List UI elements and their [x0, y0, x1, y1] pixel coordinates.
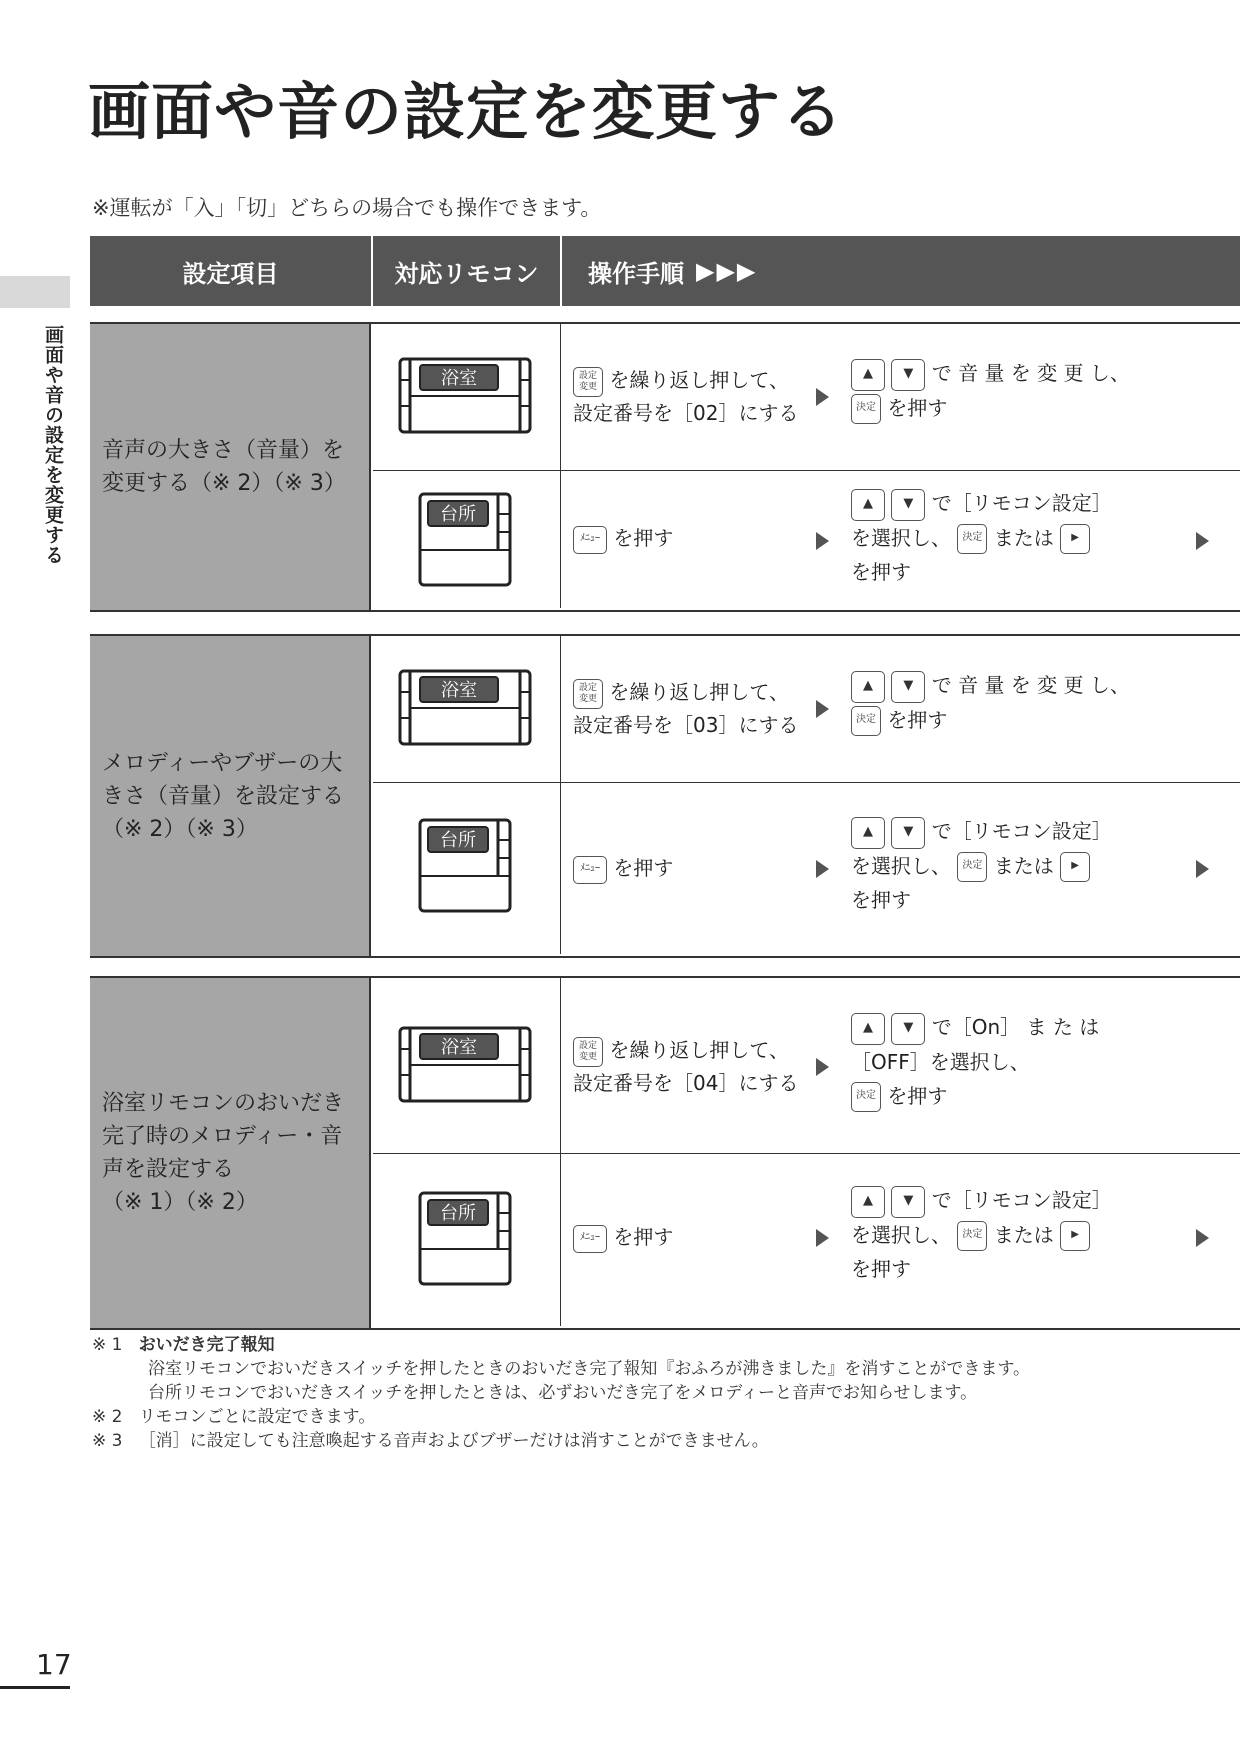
- kettei-button-icon: 決定: [957, 852, 987, 882]
- operation-note: ※運転が「入」「切」どちらの場合でも操作できます。: [92, 196, 602, 220]
- kitchen-row: [373, 1153, 1240, 1326]
- bath-row: [373, 978, 1240, 1154]
- menu-button-icon: ﾒﾆｭｰ: [573, 1225, 607, 1253]
- bath-row: [373, 324, 1240, 471]
- step-arrow: [816, 700, 829, 718]
- page-number: 17: [36, 1648, 72, 1681]
- menu-button-icon: ﾒﾆｭｰ: [573, 856, 607, 884]
- bath-remocon-label: 浴室: [441, 368, 477, 389]
- bath-remocon-icon: [373, 636, 560, 782]
- footnote-text: ［消］に設定しても注意喚起する音声およびブザーだけは消すことができません。: [138, 1431, 769, 1451]
- step-a: 設定 変更 を繰り返し押して、 設定番号を［03］にする: [573, 680, 799, 737]
- kettei-button-icon: 決定: [851, 394, 881, 424]
- bath-remocon-label: 浴室: [441, 680, 477, 701]
- bath-remocon-cell: [373, 636, 561, 782]
- header-setting-item: 設定項目: [90, 236, 373, 306]
- side-section-label: 画面や音の設定を変更する: [42, 325, 64, 565]
- step-b: ▲ ▼ で［リモコン設定］ を選択し、 決定 または ▶ を押す: [851, 486, 1141, 589]
- down-button-icon: ▼: [891, 1186, 925, 1218]
- down-button-icon: ▼: [891, 671, 925, 703]
- kettei-button-icon: 決定: [851, 1082, 881, 1112]
- footnote-text: リモコンごとに設定できます。: [138, 1407, 376, 1427]
- kettei-button-icon: 決定: [851, 706, 881, 736]
- up-button-icon: ▲: [851, 359, 885, 391]
- page-title: 画面や音の設定を変更する: [88, 75, 845, 148]
- footnote-mark: ※ 3: [92, 1431, 123, 1451]
- page-number-underline: [0, 1686, 70, 1689]
- setting-item-label: 音声の大きさ（音量）を 変更する（※ 2）（※ 3）: [90, 324, 371, 610]
- step-arrow: [816, 1229, 829, 1247]
- bath-row: [373, 636, 1240, 783]
- setting-block-oidaki-complete: [90, 976, 1240, 1330]
- step-a: ﾒﾆｭｰ を押す: [573, 852, 813, 885]
- footnote-text: 台所リモコンでおいだきスイッチを押したときは、必ずおいだき完了をメロディーと音声でお知らせします。: [148, 1383, 978, 1403]
- bath-remocon-icon: [373, 978, 560, 1153]
- settei-henkou-button-icon: 設定 変更: [573, 367, 603, 397]
- up-button-icon: ▲: [851, 817, 885, 849]
- setting-item-label: メロディーやブザーの大 きさ（音量）を設定する （※ 2）（※ 3）: [90, 636, 371, 956]
- up-button-icon: ▲: [851, 489, 885, 521]
- step-b: ▲ ▼ で［リモコン設定］ を選択し、 決定 または ▶ を押す: [851, 814, 1141, 917]
- step-arrow: [816, 860, 829, 878]
- bath-remocon-cell: [373, 324, 561, 470]
- kitchen-remocon-label: 台所: [440, 1203, 476, 1224]
- right-button-icon: ▶: [1060, 1221, 1090, 1251]
- step-a: 設定 変更 を繰り返し押して、 設定番号を［02］にする: [573, 368, 799, 425]
- side-tab-marker: [0, 276, 70, 308]
- kettei-button-icon: 決定: [957, 524, 987, 554]
- step-a: ﾒﾆｭｰ を押す: [573, 522, 813, 555]
- step-b: ▲ ▼ で 音 量 を 変 更 し、 決定 を押す: [851, 356, 1141, 425]
- footnote-mark: ※ 2: [92, 1407, 123, 1427]
- header-arrows: ▶▶▶: [696, 257, 758, 285]
- setting-block-melody: [90, 634, 1240, 958]
- bath-remocon-icon: [373, 324, 560, 470]
- kitchen-remocon-label: 台所: [440, 830, 476, 851]
- step-arrow: [1196, 860, 1209, 878]
- settei-henkou-button-icon: 設定 変更: [573, 679, 603, 709]
- header-procedure: [562, 236, 1240, 306]
- up-button-icon: ▲: [851, 671, 885, 703]
- step-b: ▲ ▼ で［On］ ま た は ［OFF］を選択し、 決定 を押す: [851, 1010, 1141, 1113]
- table-header: [90, 236, 1240, 306]
- header-remocon: 対応リモコン: [373, 236, 562, 306]
- step-arrow: [816, 1058, 829, 1076]
- kitchen-remocon-icon: [373, 1153, 560, 1326]
- up-button-icon: ▲: [851, 1186, 885, 1218]
- menu-button-icon: ﾒﾆｭｰ: [573, 526, 607, 554]
- kitchen-remocon-label: 台所: [440, 504, 476, 525]
- kitchen-row: [373, 470, 1240, 608]
- footnotes: [92, 1333, 1030, 1453]
- setting-block-volume: [90, 322, 1240, 612]
- down-button-icon: ▼: [891, 489, 925, 521]
- down-button-icon: ▼: [891, 359, 925, 391]
- kitchen-remocon-cell: [373, 782, 561, 954]
- footnote-mark: ※ 1: [92, 1335, 123, 1355]
- right-button-icon: ▶: [1060, 524, 1090, 554]
- kitchen-remocon-cell: [373, 1153, 561, 1326]
- settei-henkou-button-icon: 設定 変更: [573, 1037, 603, 1067]
- step-arrow: [1196, 532, 1209, 550]
- step-arrow: [816, 388, 829, 406]
- step-b: ▲ ▼ で［リモコン設定］ を選択し、 決定 または ▶ を押す: [851, 1183, 1141, 1286]
- step-a: 設定 変更 を繰り返し押して、 設定番号を［04］にする: [573, 1038, 799, 1095]
- down-button-icon: ▼: [891, 1013, 925, 1045]
- up-button-icon: ▲: [851, 1013, 885, 1045]
- header-procedure-label: 操作手順: [588, 259, 684, 288]
- kitchen-remocon-cell: [373, 470, 561, 608]
- kitchen-remocon-icon: [373, 470, 560, 608]
- bath-remocon-cell: [373, 978, 561, 1153]
- kitchen-remocon-icon: [373, 782, 560, 954]
- bath-remocon-label: 浴室: [441, 1037, 477, 1058]
- right-button-icon: ▶: [1060, 852, 1090, 882]
- step-b: ▲ ▼ で 音 量 を 変 更 し、 決定 を押す: [851, 668, 1141, 737]
- kitchen-row: [373, 782, 1240, 954]
- footnote-text: 浴室リモコンでおいだきスイッチを押したときのおいだき完了報知『おふろが沸きました』を消すことができます。: [148, 1359, 1030, 1379]
- kettei-button-icon: 決定: [957, 1221, 987, 1251]
- footnote-title: おいだき完了報知: [138, 1335, 275, 1355]
- setting-item-label: 浴室リモコンのおいだき 完了時のメロディー・音 声を設定する （※ 1）（※ 2）: [90, 978, 371, 1328]
- down-button-icon: ▼: [891, 817, 925, 849]
- step-arrow: [816, 532, 829, 550]
- step-a: ﾒﾆｭｰ を押す: [573, 1221, 813, 1254]
- step-arrow: [1196, 1229, 1209, 1247]
